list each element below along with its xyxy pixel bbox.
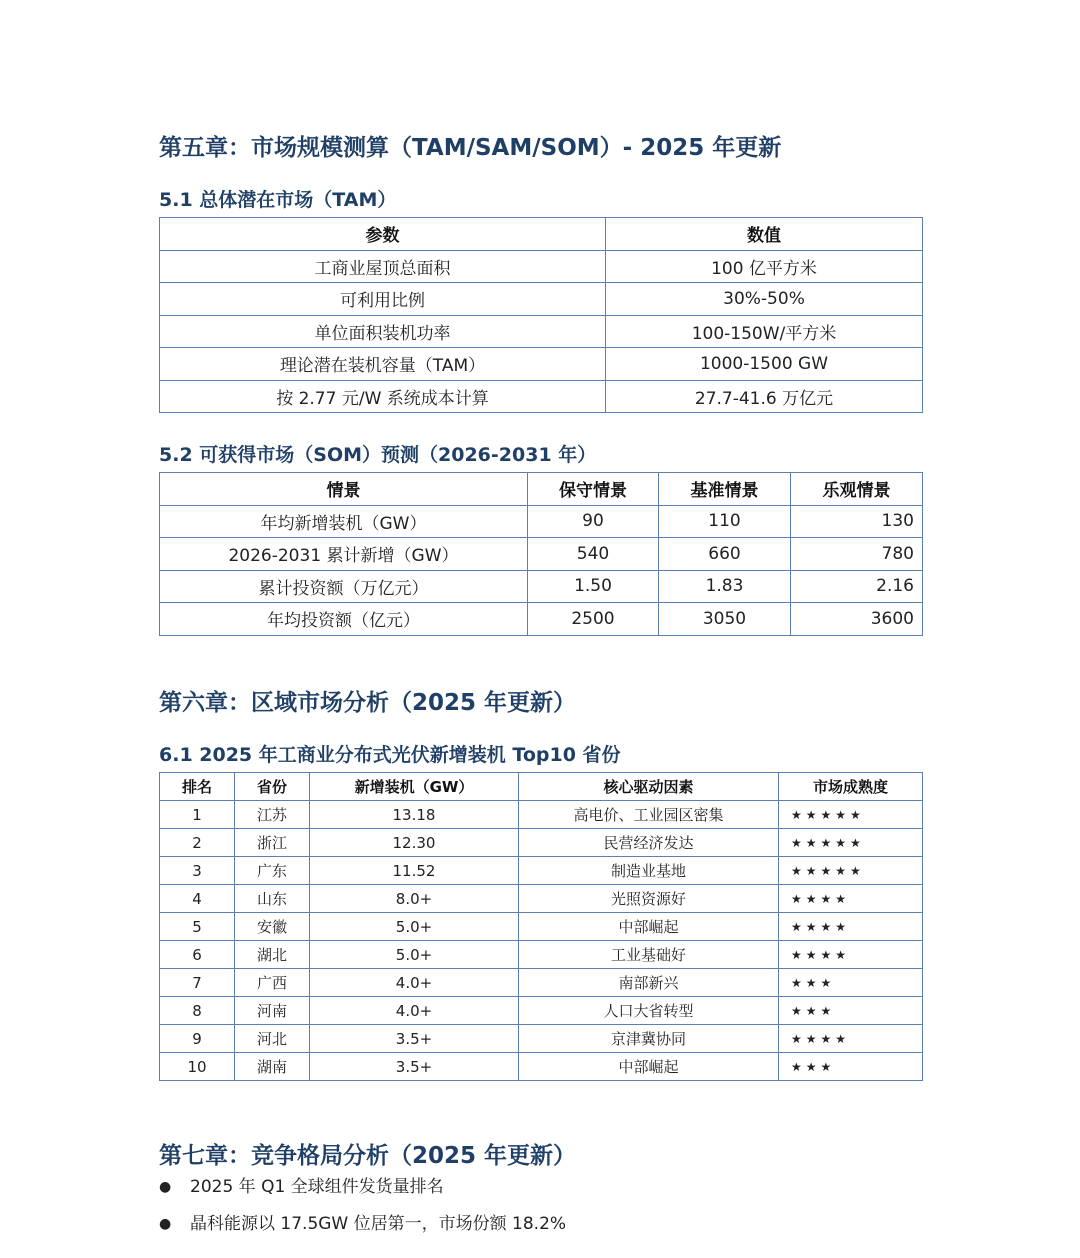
table-row <box>160 250 923 283</box>
table-row <box>160 1053 923 1081</box>
header-cell: 参数 <box>160 218 606 251</box>
som-table <box>159 472 923 636</box>
chapter-6-title: 第六章：区域市场分析（2025 年更新） <box>159 690 577 716</box>
table-row <box>160 801 923 829</box>
table-cell: 1.83 <box>659 570 791 603</box>
table-cell: 年均新增装机（GW） <box>160 505 528 538</box>
table-row <box>160 348 923 381</box>
table-cell: 广西 <box>235 969 310 997</box>
table-cell: 可利用比例 <box>160 283 606 316</box>
table-cell: 10 <box>160 1053 235 1081</box>
maturity-stars: ★★★★★ <box>779 857 923 885</box>
table-header-row <box>160 773 923 801</box>
table-cell: 5 <box>160 913 235 941</box>
table-cell: 河南 <box>235 997 310 1025</box>
table-cell: 130 <box>791 505 923 538</box>
header-cell: 保守情景 <box>528 473 659 506</box>
table-row <box>160 885 923 913</box>
table-cell: 2.16 <box>791 570 923 603</box>
table-cell: 7 <box>160 969 235 997</box>
table-cell: 30%-50% <box>606 283 923 316</box>
table-cell: 2 <box>160 829 235 857</box>
table-cell: 8.0+ <box>310 885 519 913</box>
table-cell: 广东 <box>235 857 310 885</box>
table-cell: 民营经济发达 <box>519 829 779 857</box>
table-row <box>160 969 923 997</box>
table-cell: 660 <box>659 538 791 571</box>
header-cell: 核心驱动因素 <box>519 773 779 801</box>
table-cell: 90 <box>528 505 659 538</box>
maturity-stars: ★★★★ <box>779 941 923 969</box>
table-cell: 1000-1500 GW <box>606 348 923 381</box>
table-cell: 年均投资额（亿元） <box>160 603 528 636</box>
table-cell: 4.0+ <box>310 969 519 997</box>
list-item-text: 晶科能源以 17.5GW 位居第一，市场份额 18.2% <box>190 1214 567 1234</box>
table-cell: 京津冀协同 <box>519 1025 779 1053</box>
maturity-stars: ★★★★ <box>779 1025 923 1053</box>
maturity-stars: ★★★ <box>779 969 923 997</box>
header-cell: 数值 <box>606 218 923 251</box>
maturity-stars: ★★★★★ <box>779 829 923 857</box>
section-5-1-title: 5.1 总体潜在市场（TAM） <box>159 189 397 211</box>
table-row <box>160 315 923 348</box>
table-cell: 制造业基地 <box>519 857 779 885</box>
table-cell: 2026-2031 累计新增（GW） <box>160 538 528 571</box>
table-cell: 3050 <box>659 603 791 636</box>
table-header-row <box>160 218 923 251</box>
section-5-2-title: 5.2 可获得市场（SOM）预测（2026-2031 年） <box>159 444 597 466</box>
table-row <box>160 505 923 538</box>
table-cell: 8 <box>160 997 235 1025</box>
table-cell: 2500 <box>528 603 659 636</box>
table-cell: 12.30 <box>310 829 519 857</box>
table-cell: 100 亿平方米 <box>606 250 923 283</box>
section-6-1-title: 6.1 2025 年工商业分布式光伏新增装机 Top10 省份 <box>159 744 621 766</box>
list-item-text: 2025 年 Q1 全球组件发货量排名 <box>190 1177 444 1197</box>
top10-provinces-table <box>159 772 923 1081</box>
maturity-stars: ★★★★ <box>779 885 923 913</box>
bullet-icon: ● <box>159 1179 172 1195</box>
table-row <box>160 603 923 636</box>
table-cell: 5.0+ <box>310 941 519 969</box>
table-cell: 4.0+ <box>310 997 519 1025</box>
table-cell: 人口大省转型 <box>519 997 779 1025</box>
table-row <box>160 941 923 969</box>
maturity-stars: ★★★★ <box>779 913 923 941</box>
table-cell: 100-150W/平方米 <box>606 315 923 348</box>
table-cell: 理论潜在装机容量（TAM） <box>160 348 606 381</box>
table-cell: 9 <box>160 1025 235 1053</box>
table-cell: 3.5+ <box>310 1025 519 1053</box>
table-cell: 3.5+ <box>310 1053 519 1081</box>
table-row <box>160 380 923 413</box>
table-cell: 江苏 <box>235 801 310 829</box>
table-row <box>160 1025 923 1053</box>
table-row <box>160 857 923 885</box>
header-cell: 乐观情景 <box>791 473 923 506</box>
table-cell: 27.7-41.6 万亿元 <box>606 380 923 413</box>
table-cell: 湖北 <box>235 941 310 969</box>
table-cell: 按 2.77 元/W 系统成本计算 <box>160 380 606 413</box>
maturity-stars: ★★★ <box>779 1053 923 1081</box>
table-cell: 13.18 <box>310 801 519 829</box>
table-cell: 4 <box>160 885 235 913</box>
bullet-icon: ● <box>159 1216 172 1232</box>
table-row <box>160 283 923 316</box>
table-row <box>160 570 923 603</box>
table-cell: 780 <box>791 538 923 571</box>
table-cell: 1 <box>160 801 235 829</box>
table-cell: 5.0+ <box>310 913 519 941</box>
table-row <box>160 913 923 941</box>
table-cell: 工业基础好 <box>519 941 779 969</box>
list-item <box>159 1169 566 1206</box>
tam-table <box>159 217 923 413</box>
header-cell: 新增装机（GW） <box>310 773 519 801</box>
chapter-5-title: 第五章：市场规模测算（TAM/SAM/SOM）- 2025 年更新 <box>159 135 782 161</box>
table-cell: 中部崛起 <box>519 1053 779 1081</box>
table-cell: 湖南 <box>235 1053 310 1081</box>
maturity-stars: ★★★ <box>779 997 923 1025</box>
table-cell: 工商业屋顶总面积 <box>160 250 606 283</box>
table-cell: 540 <box>528 538 659 571</box>
table-row <box>160 538 923 571</box>
header-cell: 基准情景 <box>659 473 791 506</box>
table-cell: 河北 <box>235 1025 310 1053</box>
bullet-list <box>159 1169 566 1243</box>
table-cell: 中部崛起 <box>519 913 779 941</box>
table-cell: 6 <box>160 941 235 969</box>
table-cell: 山东 <box>235 885 310 913</box>
table-cell: 高电价、工业园区密集 <box>519 801 779 829</box>
table-row <box>160 829 923 857</box>
table-cell: 3600 <box>791 603 923 636</box>
table-header-row <box>160 473 923 506</box>
table-cell: 单位面积装机功率 <box>160 315 606 348</box>
table-cell: 安徽 <box>235 913 310 941</box>
header-cell: 省份 <box>235 773 310 801</box>
table-cell: 11.52 <box>310 857 519 885</box>
maturity-stars: ★★★★★ <box>779 801 923 829</box>
table-cell: 浙江 <box>235 829 310 857</box>
table-cell: 南部新兴 <box>519 969 779 997</box>
header-cell: 情景 <box>160 473 528 506</box>
table-cell: 光照资源好 <box>519 885 779 913</box>
table-cell: 累计投资额（万亿元） <box>160 570 528 603</box>
list-item <box>159 1206 566 1243</box>
table-cell: 110 <box>659 505 791 538</box>
table-cell: 1.50 <box>528 570 659 603</box>
chapter-7-title: 第七章：竞争格局分析（2025 年更新） <box>159 1143 577 1169</box>
header-cell: 市场成熟度 <box>779 773 923 801</box>
table-cell: 3 <box>160 857 235 885</box>
header-cell: 排名 <box>160 773 235 801</box>
table-row <box>160 997 923 1025</box>
